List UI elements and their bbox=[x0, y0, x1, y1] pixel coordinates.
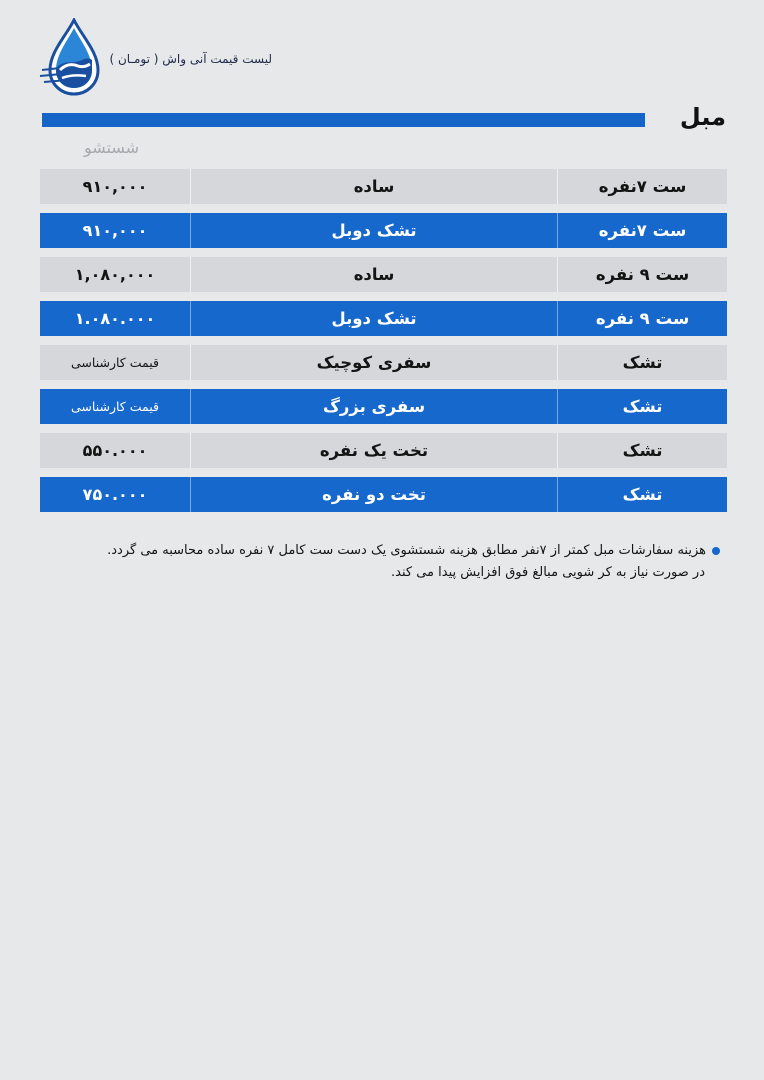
note-line bbox=[40, 540, 720, 562]
bullet-icon bbox=[712, 547, 720, 555]
type-cell: سفری کوچیک bbox=[190, 345, 558, 380]
notes bbox=[40, 540, 720, 584]
table-row bbox=[40, 389, 727, 424]
table-row bbox=[40, 213, 727, 248]
price-cell: ۱.۰۸۰.۰۰۰ bbox=[74, 309, 156, 328]
table-row bbox=[40, 257, 727, 292]
item-name-cell: ست ۷نفره bbox=[598, 221, 687, 240]
item-name-cell: تشک bbox=[622, 485, 663, 504]
type-cell: ساده bbox=[190, 257, 558, 292]
table-row bbox=[40, 433, 727, 468]
price-column-header: شستشو bbox=[84, 138, 140, 157]
price-cell: ۹۱۰,۰۰۰ bbox=[82, 177, 148, 196]
section-divider bbox=[42, 113, 645, 127]
table-row bbox=[40, 345, 727, 380]
type-cell: تخت دو نفره bbox=[190, 477, 558, 512]
water-drop-logo-icon bbox=[38, 18, 110, 98]
type-cell: ساده bbox=[190, 169, 558, 204]
price-cell: قیمت کارشناسی bbox=[71, 355, 159, 370]
note-line: در صورت نیاز به کر شویی مبالغ فوق افزایش پیدا می کند. bbox=[391, 565, 705, 580]
section-title: مبل bbox=[679, 103, 726, 131]
note-text: هزینه سفارشات مبل کمتر از ۷نفر مطابق هزینه شستشوی یک دست ست کامل ۷ نفره ساده محاسبه می گردد. bbox=[107, 543, 706, 558]
price-cell: قیمت کارشناسی bbox=[71, 399, 159, 414]
price-cell: ۷۵۰.۰۰۰ bbox=[82, 485, 148, 504]
brand-logo bbox=[38, 18, 110, 98]
item-name-cell: تشک bbox=[622, 441, 663, 460]
table-row bbox=[40, 301, 727, 336]
price-cell: ۱,۰۸۰,۰۰۰ bbox=[74, 265, 156, 284]
price-cell: ۵۵۰.۰۰۰ bbox=[82, 441, 148, 460]
price-list-title: لیست قیمت آنی واش ( تومـان ) bbox=[109, 52, 272, 66]
type-cell: سفری بزرگ bbox=[190, 389, 558, 424]
item-name-cell: تشک bbox=[622, 353, 663, 372]
type-cell: تخت یک نفره bbox=[190, 433, 558, 468]
item-name-cell: ست ۹ نفره bbox=[595, 265, 690, 284]
type-cell: تشک دوبل bbox=[190, 213, 558, 248]
price-table bbox=[40, 169, 727, 521]
table-row bbox=[40, 169, 727, 204]
item-name-cell: تشک bbox=[622, 397, 663, 416]
table-row bbox=[40, 477, 727, 512]
item-name-cell: ست ۹ نفره bbox=[595, 309, 690, 328]
price-cell: ۹۱۰,۰۰۰ bbox=[82, 221, 148, 240]
item-name-cell: ست ۷نفره bbox=[598, 177, 687, 196]
type-cell: تشک دوبل bbox=[190, 301, 558, 336]
